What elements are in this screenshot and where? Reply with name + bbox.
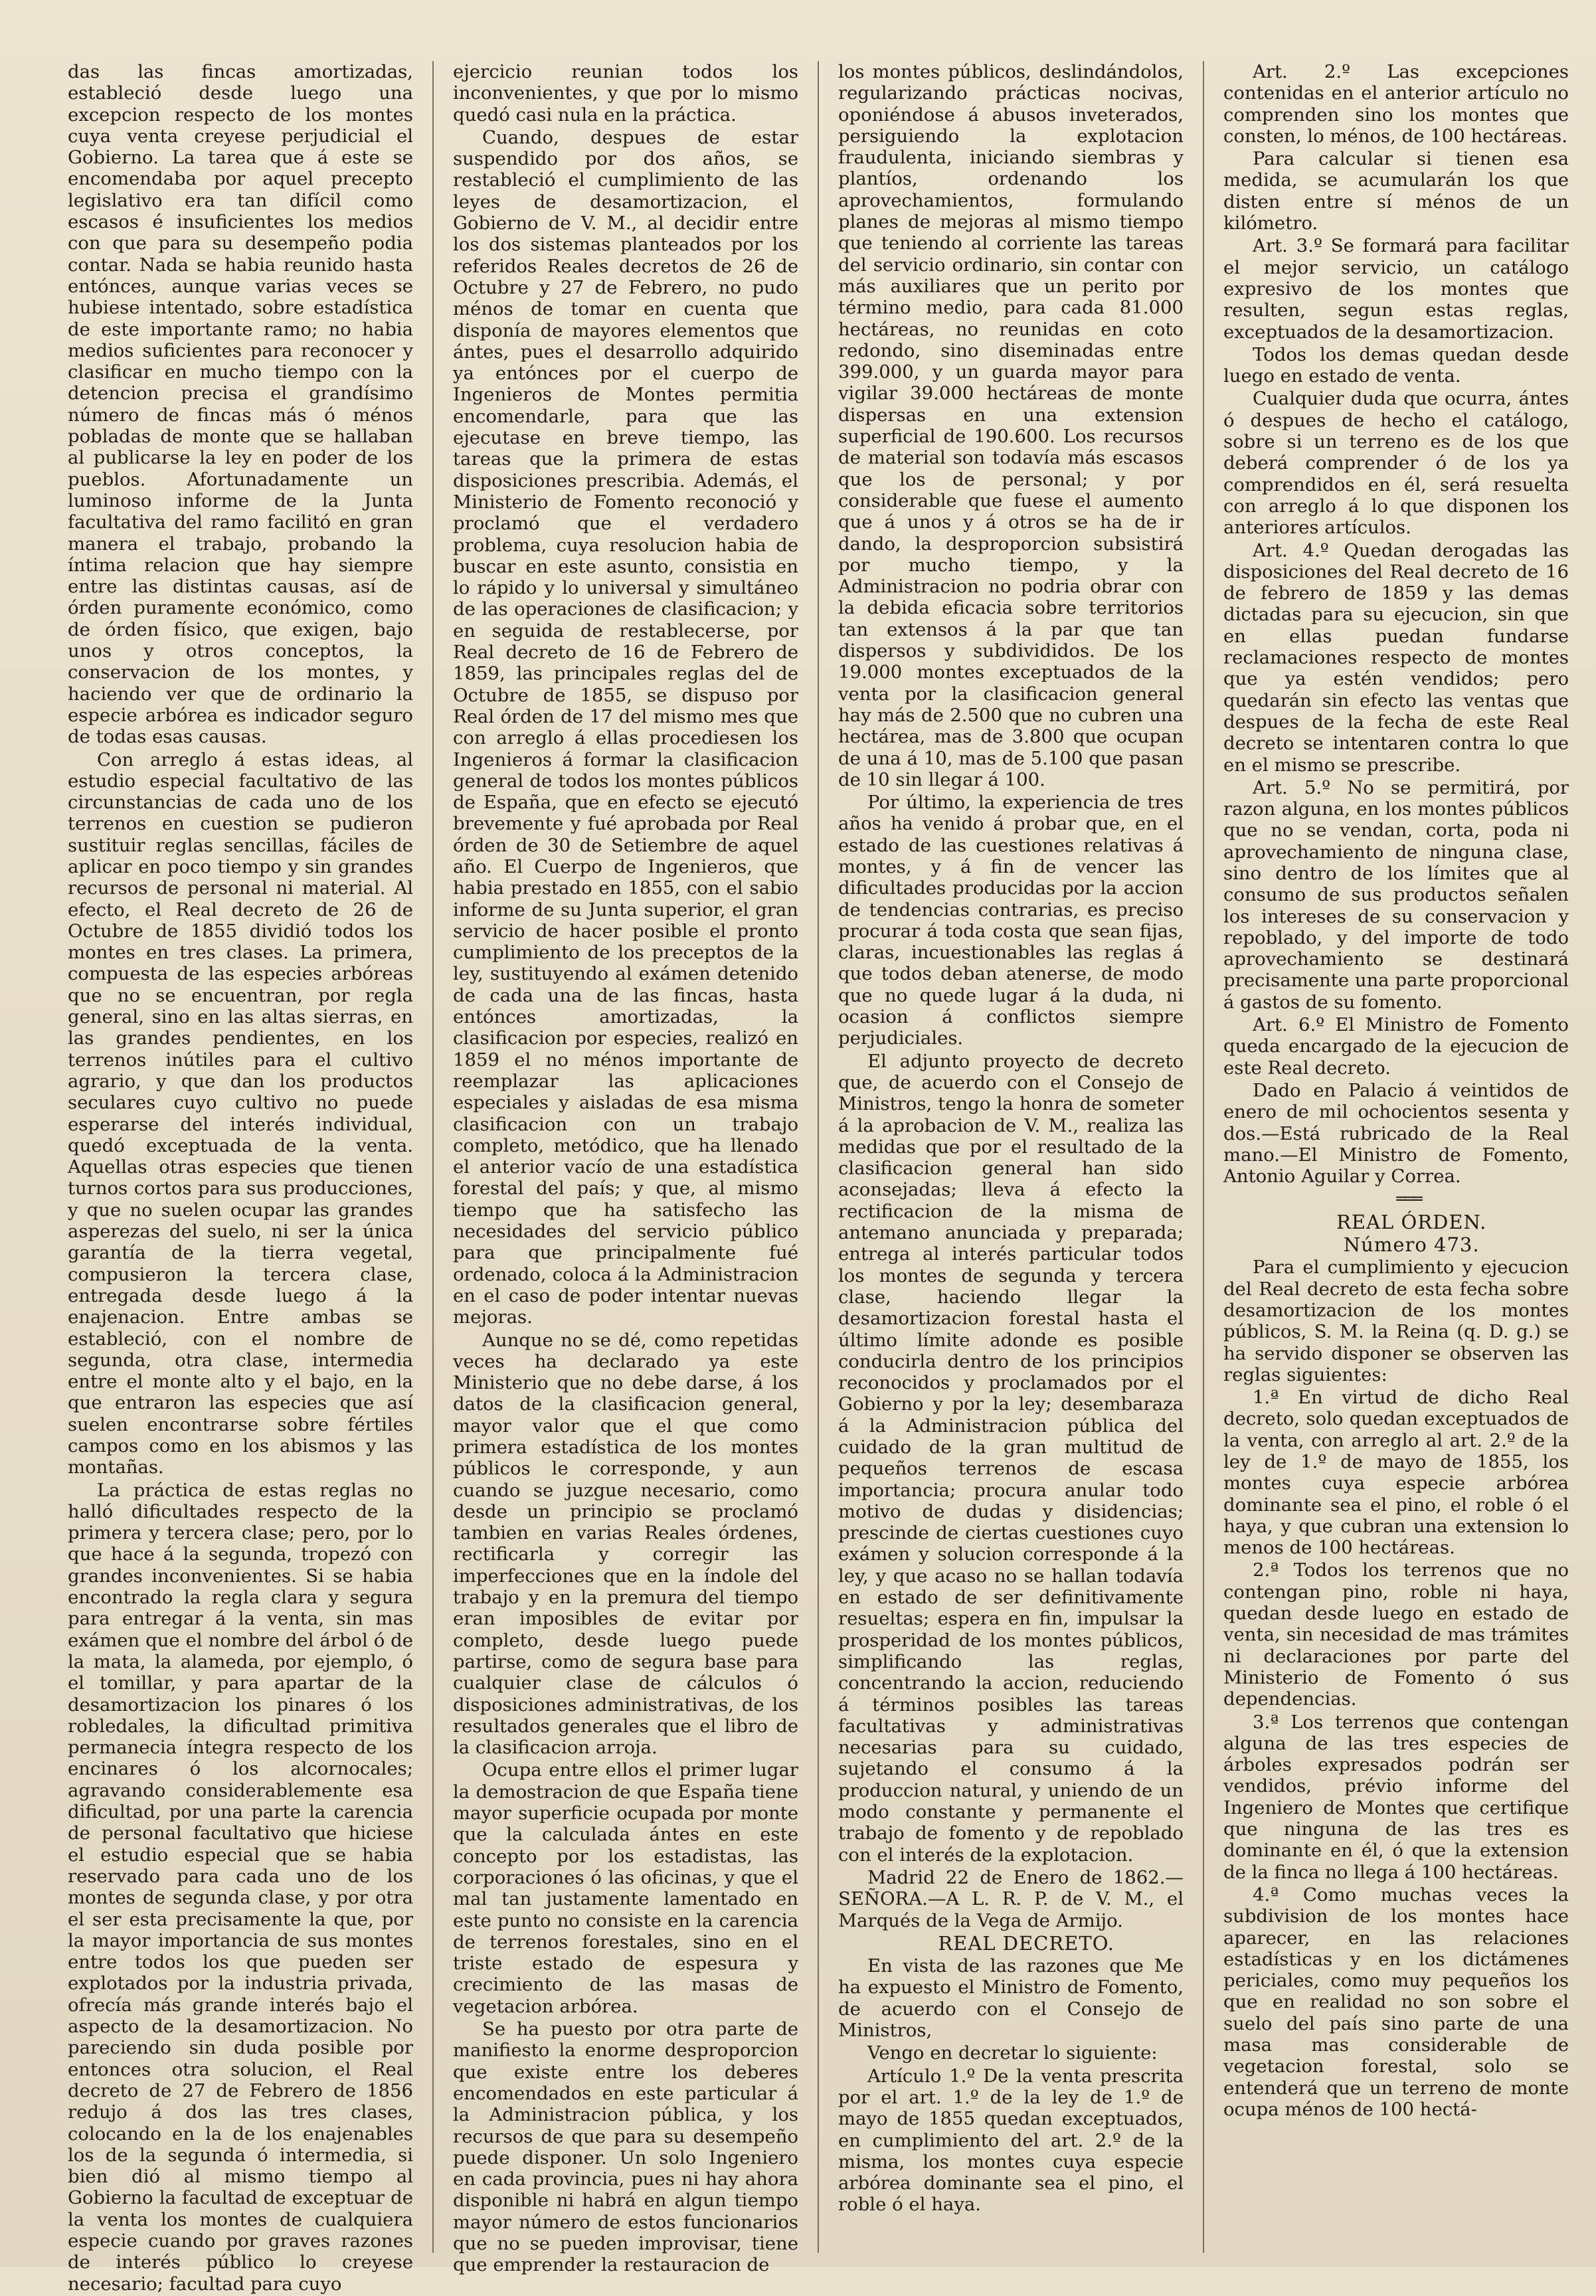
paragraph: das las fincas amortizadas, estableció desde luego una excepcion respecto de los montes cuya venta creyese perjudicial el Gobierno. La tarea que á este se encomendaba por aquel precepto legislativo era tan difícil como escasos é insuficientes los medios con que para su desempeño podia contar. Nada se habia reunido hasta entónces, aunque varias veces se hubiese intentado, sobre estadística de este importante ramo; no habia medios suficientes para reconocer y clasificar en mucho tiempo con la detencion precisa el grandísimo número de fincas más ó ménos pobladas de monte que se hallaban al publicarse la ley en poder de los pueblos. Afortunadamente un luminoso informe de la Junta facultativa del ramo facilitó en gran manera el trabajo, probando la íntima relacion que hay siempre entre las distintas causas, así de órden puramente económico, como de órden físico, que exigen, bajo unos y otros conceptos, la conservacion de los montes, y haciendo ver que de ordinario la especie arbórea es indicador seguro de todas esas causas. [68, 61, 413, 748]
paragraph: Art. 6.º El Ministro de Fomento queda encargado de la ejecucion de este Real decreto. [1223, 1014, 1569, 1079]
paragraph: Art. 2.º Las excepciones contenidas en el anterior artículo no comprenden sino los montes que consten, lo ménos, de 100 hectáreas. [1223, 61, 1569, 147]
paragraph: Vengo en decretar lo siguiente: [867, 2042, 1158, 2064]
paragraph: La práctica de estas reglas no halló dificultades respecto de la primera y tercera clase; pero, por lo que hace á la segunda, tropezó con grandes inconvenientes. Si se habia encontrado la regla clara y segura para entregar á la venta, sin mas exámen que el nombre del árbol ó de la mata, la alameda, por ejemplo, ó el tomillar, y para apartar de la desamortizacion los pinares ó los robledales, la dificultad primitiva permanecia íntegra respecto de los encinares ó los alcornocales; agravando considerablemente esa dificultad, por una parte la carencia de personal facultativo que hiciese el estudio especial que se habia reservado para cada uno de los montes de segunda clase, y por otra el ser esta precisamente la que, por la mayor importancia de sus montes entre todos los que pueden ser explotados por la industria privada, ofrecía más grande interés bajo el aspecto de la desamortizacion. No pareciendo sin duda posible por entonces otra solucion, el Real decreto de 27 de Febrero de 1856 redujo á dos las tres clases, colocando en la de los enajenables los de la segunda ó intermedia, si bien dió al mismo tiempo al Gobierno la facultad de exceptuar de la venta los montes de cualquiera especie cuando por graves razones de interés público lo creyese necesario; facultad para cuyo [68, 1479, 413, 2295]
column-1 [68, 61, 413, 2296]
separator-rule: ═══ [1396, 1190, 1421, 1209]
paragraph: Todos los demas quedan desde luego en estado de venta. [1223, 343, 1569, 387]
paragraph: Por último, la experiencia de tres años ha venido á probar que, en el estado de las cuestiones relativas á montes, y á fin de vencer las dificultades producidas por la accion de tendencias contrarias, es preciso procurar á toda costa que sean fijas, claras, incuestionables las reglas á que todos deban atenerse, de modo que no quede lugar á la duda, ni ocasion á conflictos siempre perjudiciales. [838, 792, 1184, 1049]
paragraph: Ocupa entre ellos el primer lugar la demostracion de que España tiene mayor superficie ocupada por monte que la calculada ántes en este concepto por los estadistas, las corporaciones ó las oficinas, y que el mal tan justamente lamentado en este punto no consiste en la carencia de terrenos forestales, sino en el triste estado de espesura y crecimiento de las masas de vegetacion arbórea. [453, 1759, 798, 2017]
column-3 [838, 61, 1184, 2217]
paragraph: Para el cumplimiento y ejecucion del Real decreto de esta fecha sobre desamortizacion de los montes públicos, S. M. la Reina (q. D. g.) se ha servido disponer se observen las reglas siguientes: [1223, 1257, 1569, 1385]
column-rule [432, 61, 434, 2253]
paragraph: Aunque no se dé, como repetidas veces ha declarado ya este Ministerio que no debe darse, á los datos de la clasificacion general, mayor valor que el que como primera estadística de los montes públicos le corresponde, y aun cuando se juzgue necesario, como desde un principio se proclamó tambien en varias Reales órdenes, rectificarla y corregir las imperfecciones que en la índole del trabajo y en la premura del tiempo eran imposibles de evitar por completo, desde luego puede partirse, como de segura base para cualquier clase de cálculos ó disposiciones administrativas, de los resultados generales que el libro de la clasificacion arroja. [453, 1329, 798, 1759]
paragraph: 1.ª En virtud de dicho Real decreto, solo quedan exceptuados de la venta, con arreglo al art. 2.º de la ley de 1.º de mayo de 1855, los montes cuya especie arbórea dominante sea el pino, el roble ó el haya, y que cubran una extension lo menos de 100 hectáreas. [1223, 1387, 1569, 1559]
section-heading: REAL ÓRDEN. [1336, 1210, 1487, 1233]
paragraph: 2.ª Todos los terrenos que no contengan pino, roble ni haya, quedan desde luego en estado de venta, sin necesidad de mas trámites ni declaraciones por parte del Ministerio de Fomento ó sus dependencias. [1223, 1559, 1569, 1710]
paragraph: El adjunto proyecto de decreto que, de acuerdo con el Consejo de Ministros, tengo la honra de someter á la aprobacion de V. M., realiza las medidas que por el resultado de la clasificacion general han sido aconsejadas; lleva á efecto la rectificacion de la misma de antemano anunciada y preparada; entrega al interés particular todos los montes de segunda y tercera clase, haciendo llegar la desamortizacion forestal hasta el último límite adonde es posible conducirla dentro de los principios reconocidos y proclamados por el Gobierno y por la ley; desembaraza á la Administracion pública del cuidado de la gran multitud de pequeños terrenos de escasa importancia; procura anular todo motivo de dudas y disidencias; prescinde de ciertas cuestiones cuyo exámen y solucion corresponde á la ley, y que acaso no se hallan todavía en estado de ser definitivamente resueltas; espera en fin, impulsar la prosperidad de los montes públicos, simplificando las reglas, concentrando la accion, reduciendo á términos posibles las tareas facultativas y administrativas necesarias para su cuidado, sujetando el consumo á la produccion natural, y uniendo de un modo constante y permanente el trabajo de fomento y de repoblado con el interés de la explotacion. [838, 1050, 1184, 1866]
paragraph: Artículo 1.º De la venta prescrita por el art. 1.º de la ley de 1.º de mayo de 1855 quedan exceptuados, en cumplimiento del art. 2.º de la misma, los montes cuya especie arbórea dominante sea el pino, el roble ó el haya. [838, 2065, 1184, 2216]
section-heading: REAL DECRETO. [938, 1931, 1115, 1955]
paragraph: los montes públicos, deslindándolos, regularizando prácticas nocivas, oponiéndose á abusos inveterados, persiguiendo la explotacion fraudulenta, iniciando siembras y plantíos, ordenando los aprovechamientos, formulando planes de mejoras al mismo tiempo que teniendo al corriente las tareas del servicio ordinario, sin contar con más auxiliares que un perito por término medio, para cada 81.000 hectáreas, no reunidas en coto redondo, sino diseminadas entre 399.000, y un guarda mayor para vigilar 39.000 hectáreas de monte dispersas en una extension superficial de 190.600. Los recursos de material son todavía más escasos que los de personal; y por considerable que fuese el aumento que á unos y á otros se ha de ir dando, la desproporcion subsistirá por mucho tiempo, y la Administracion no podria obrar con la debida eficacia sobre territorios tan extensos á la par que tan dispersos y subdivididos. De los 19.000 montes exceptuados de la venta por la clasificacion general hay más de 2.500 que no cubren una hectárea, mas de 3.800 que ocupan de una á 10, mas de 5.100 que pasan de 10 sin llegar á 100. [838, 61, 1184, 790]
paragraph: Madrid 22 de Enero de 1862.—SEÑORA.—A L. R. P. de V. M., el Marqués de la Vega de Armijo. [838, 1866, 1184, 1931]
paragraph: En vista de las razones que Me ha expuesto el Ministro de Fomento, de acuerdo con el Consejo de Ministros, [838, 1955, 1184, 2042]
paragraph: Art. 5.º No se permitirá, por razon alguna, en los montes públicos que no se vendan, corta, poda ni aprovechamiento de ninguna clase, sino dentro de los límites que al consumo de sus productos señalen los intereses de su conservacion y repoblado, y del importe de todo aprovechamiento se destinará precisamente una parte proporcional á gastos de su fomento. [1223, 776, 1569, 1013]
column-4 [1223, 61, 1569, 2121]
paragraph: Cualquier duda que ocurra, ántes ó despues de hecho el catálogo, sobre si un terreno es de los que deberá comprender ó de los ya comprendidos en él, será resuelta con arreglo á lo que disponen los anteriores artículos. [1223, 388, 1569, 539]
column-rule [818, 61, 819, 2253]
paragraph: 4.ª Como muchas veces la subdivision de los montes hace aparecer, en las relaciones estadísticas y en los dictámenes periciales, como muy pequeños los que en realidad no son sobre el suelo del país sino parte de una masa mas considerable de vegetacion forestal, solo se entenderá que un terreno de monte ocupa ménos de 100 hectá- [1223, 1884, 1569, 2120]
paragraph: Art. 4.º Quedan derogadas las disposiciones del Real decreto de 16 de febrero de 1859 y las demas dictadas para su ejecucion, sin que en ellas puedan fundarse reclamaciones respecto de montes que ya estén vendidos; pero quedarán sin efecto las ventas que despues de la fecha de este Real decreto se intentaren contra lo que en el mismo se prescribe. [1223, 539, 1569, 776]
paragraph: 3.ª Los terrenos que contengan alguna de las tres especies de árboles expresados podrán ser vendidos, prévio informe del Ingeniero de Montes que certifique que ninguna de las tres es dominante en él, ó que la extension de la finca no llega á 100 hectáreas. [1223, 1711, 1569, 1883]
section-heading: Número 473. [1343, 1233, 1480, 1257]
column-2 [453, 61, 798, 2277]
paragraph: Con arreglo á estas ideas, al estudio especial facultativo de las circunstancias de cada uno de los terrenos en cuestion se pudieron sustituir reglas sencillas, fáciles de aplicar en poco tiempo y sin grandes recursos de personal ni material. Al efecto, el Real decreto de 26 de Octubre de 1855 dividió todos los montes en tres clases. La primera, compuesta de las especies arbóreas que no se encuentran, por regla general, sino en las altas sierras, en las grandes pendientes, en los terrenos inútiles para el cultivo agrario, y que dan los productos seculares cuyo cultivo no puede esperarse del interés individual, quedó exceptuada de la venta. Aquellas otras especies que tienen turnos cortos para sus producciones, y que no suelen ocupar las grandes asperezas del suelo, ni ser la única garantía de la tierra vegetal, compusieron la tercera clase, entregada desde luego á la enajenacion. Entre ambas se estableció, con el nombre de segunda, otra clase, intermedia entre el monte alto y el bajo, en la que entraron las especies que así suelen encontrarse sobre fértiles campos como en los abismos y las montañas. [68, 749, 413, 1478]
paragraph: Art. 3.º Se formará para facilitar el mejor servicio, un catálogo expresivo de los montes que resulten, segun estas reglas, exceptuados de la desamortizacion. [1223, 235, 1569, 343]
column-rule [1203, 61, 1204, 2253]
paragraph: Cuando, despues de estar suspendido por dos años, se restableció el cumplimiento de las leyes de desamortizacion, el Gobierno de V. M., al decidir entre los dos sistemas planteados por los referidos Reales decretos de 26 de Octubre y 27 de Febrero, no pudo ménos de tomar en cuenta que disponía de mayores elementos que ántes, pues el desarrollo adquirido ya entónces por el cuerpo de Ingenieros de Montes permitia encomendarle, para que las ejecutase en breve tiempo, las tareas que la primera de estas disposiciones prescribia. Además, el Ministerio de Fomento reconoció y proclamó que el verdadero problema, cuya resolucion habia de buscar en este asunto, consistia en lo rápido y lo universal y simultáneo de las operaciones de clasificacion; y en seguida de restablecerse, por Real decreto de 16 de Febrero de 1859, las principales reglas del de Octubre de 1855, se dispuso por Real órden de 17 del mismo mes que con arreglo á ellas procediesen los Ingenieros á formar la clasificacion general de todos los montes públicos de España, que en efecto se ejecutó brevemente y fué aprobada por Real órden de 30 de Setiembre de aquel año. El Cuerpo de Ingenieros, que habia prestado en 1855, con el sabio informe de su Junta superior, el gran servicio de hacer posible el pronto cumplimiento de los preceptos de la ley, sustituyendo al exámen detenido de cada una de las fincas, hasta entónces amortizadas, la clasificacion por especies, realizó en 1859 el no ménos importante de reemplazar las aplicaciones especiales y aisladas de esa misma clasificacion con un trabajo completo, metódico, que ha llenado el anterior vacío de una estadística forestal del país; y que, al mismo tiempo que ha satisfecho las necesidades del servicio público para que principalmente fué ordenado, coloca á la Administracion en el caso de poder intentar nuevas mejoras. [453, 126, 798, 1328]
paragraph: Para calcular si tienen esa medida, se acumularán los que disten entre sí ménos de un kilómetro. [1223, 148, 1569, 234]
paragraph: ejercicio reunian todos los inconvenientes, y que por lo mismo quedó casi nula en la práctica. [453, 61, 798, 126]
paragraph: Dado en Palacio á veintidos de enero de mil ochocientos sesenta y dos.—Está rubricado de la Real mano.—El Ministro de Fomento, Antonio Aguilar y Correa. [1223, 1079, 1569, 1188]
paragraph: Se ha puesto por otra parte de manifiesto la enorme desproporcion que existe entre los deberes encomendados en este particular á la Administracion pública, y los recursos de que para su desempeño puede disponer. Un solo Ingeniero en cada provincia, pues ni hay ahora disponible ni habrá en algun tiempo mayor número de estos funcionarios que no se pueden improvisar, tiene que emprender la restauracion de [453, 2018, 798, 2276]
